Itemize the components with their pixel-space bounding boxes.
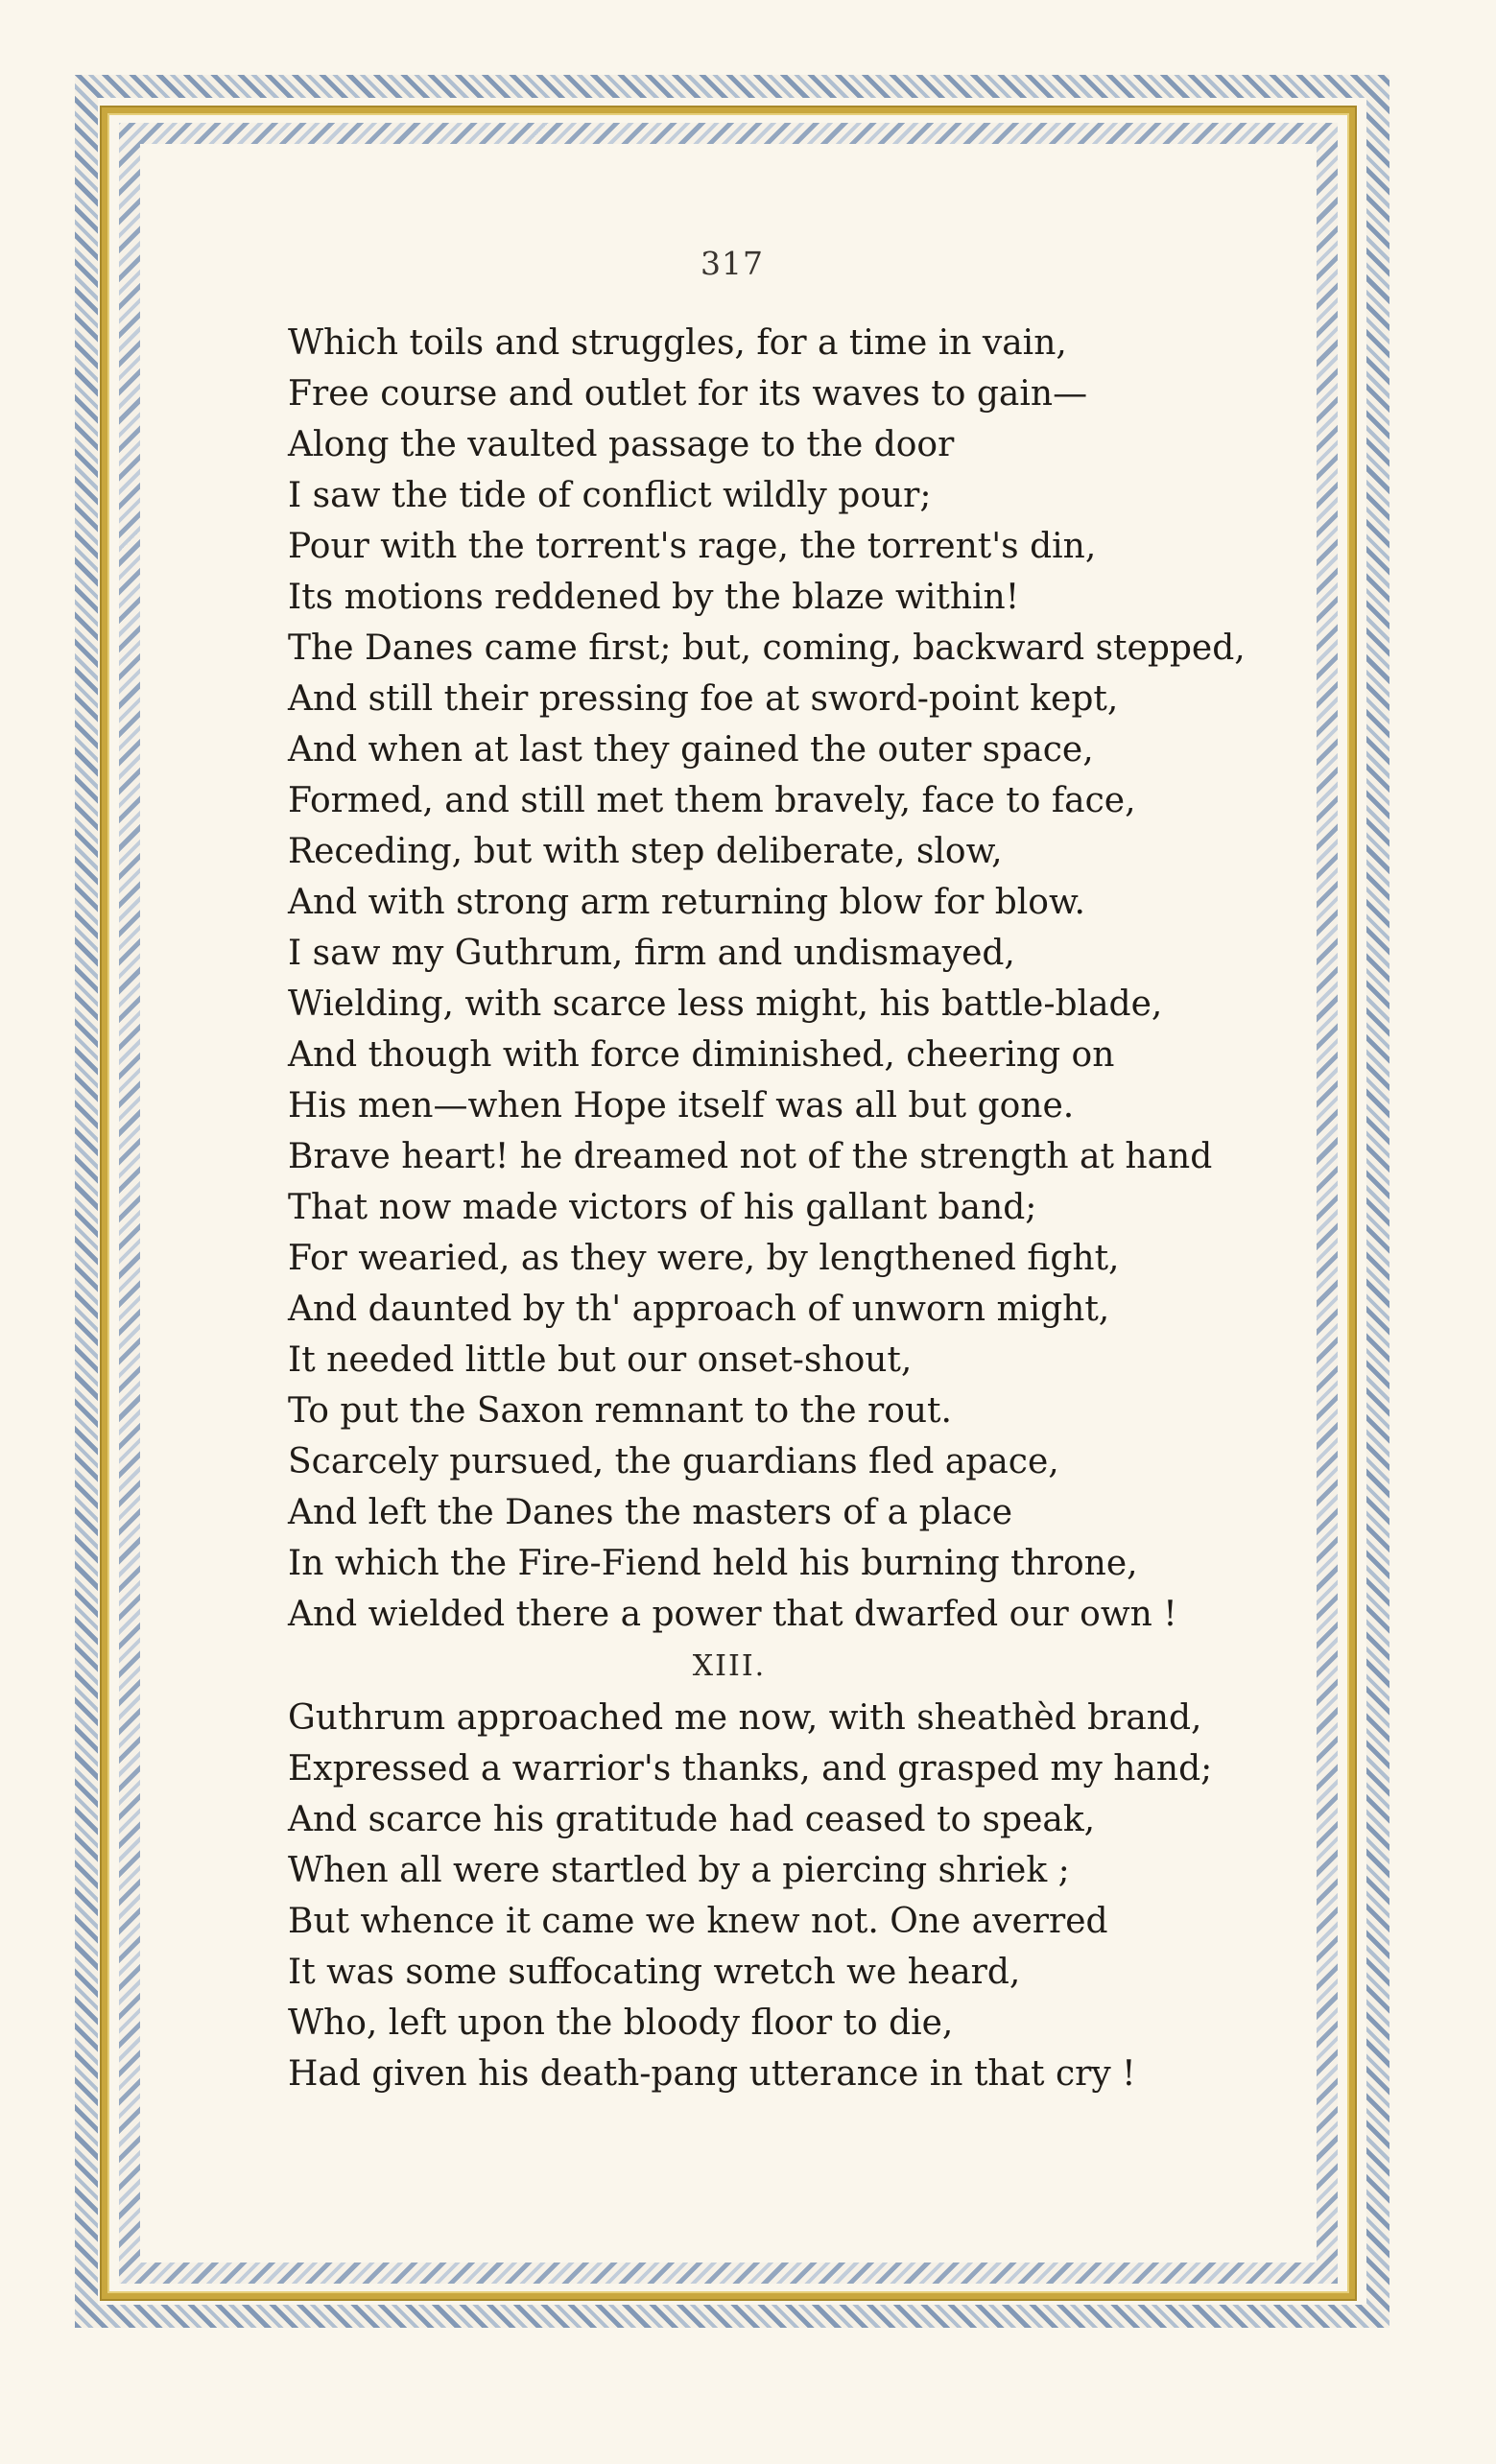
poem-line: For wearied, as they were, by lengthened fight, bbox=[288, 1239, 1120, 1278]
poem-line: Had given his death-pang utterance in that cry ! bbox=[288, 2054, 1136, 2094]
poem-line: And left the Danes the masters of a place bbox=[288, 1493, 1013, 1532]
poem-line: Guthrum approached me now, with sheathèd brand, bbox=[288, 1698, 1202, 1738]
poem-line: When all were startled by a piercing shriek ; bbox=[288, 1851, 1070, 1890]
poem-line: Expressed a warrior's thanks, and grasped my hand; bbox=[288, 1749, 1213, 1789]
poem-line: And daunted by th' approach of unworn might, bbox=[288, 1290, 1110, 1329]
poem-line: Receding, but with step deliberate, slow, bbox=[288, 832, 1003, 871]
poem-line: Which toils and struggles, for a time in vain, bbox=[288, 323, 1067, 363]
poem-line: Pour with the torrent's rage, the torrent's din, bbox=[288, 527, 1097, 566]
poem-line: And when at last they gained the outer space, bbox=[288, 730, 1094, 770]
poem-line: Wielding, with scarce less might, his battle-blade, bbox=[288, 984, 1163, 1024]
poem-line: And still their pressing foe at sword-point kept, bbox=[288, 679, 1119, 719]
poem-line: Formed, and still met them bravely, face to face, bbox=[288, 781, 1136, 820]
poem-line: But whence it came we knew not. One averred bbox=[288, 1902, 1108, 1941]
poem-line: Its motions reddened by the blaze within! bbox=[288, 578, 1020, 617]
poem-line: And though with force diminished, cheering on bbox=[288, 1035, 1115, 1075]
poem-line: Brave heart! he dreamed not of the strength at hand bbox=[288, 1137, 1213, 1176]
poem-line: I saw my Guthrum, firm and undismayed, bbox=[288, 934, 1015, 973]
poem-line: Who, left upon the bloody floor to die, bbox=[288, 2003, 954, 2043]
poem-line: Free course and outlet for its waves to gain— bbox=[288, 374, 1088, 414]
poem-line: It was some suffocating wretch we heard, bbox=[288, 1953, 1021, 1992]
page-number: 317 bbox=[701, 245, 764, 282]
poem-line: And scarce his gratitude had ceased to speak, bbox=[288, 1800, 1096, 1839]
poem-line: Along the vaulted passage to the door bbox=[288, 425, 955, 464]
poem-line: The Danes came first; but, coming, backward stepped, bbox=[288, 628, 1246, 668]
section-heading: XIII. bbox=[692, 1649, 767, 1683]
poem-line: In which the Fire-Fiend held his burning throne, bbox=[288, 1544, 1138, 1583]
poem-line: I saw the tide of conflict wildly pour; bbox=[288, 476, 932, 515]
poem-line: To put the Saxon remnant to the rout. bbox=[288, 1391, 952, 1431]
poem-line: It needed little but our onset-shout, bbox=[288, 1340, 913, 1380]
poem-line: And wielded there a power that dwarfed our own ! bbox=[288, 1595, 1177, 1634]
poem-line: Scarcely pursued, the guardians fled apace, bbox=[288, 1442, 1059, 1481]
poem-line: That now made victors of his gallant band; bbox=[288, 1188, 1037, 1227]
poem-line: His men—when Hope itself was all but gone. bbox=[288, 1086, 1075, 1125]
poem-line: And with strong arm returning blow for blow. bbox=[288, 883, 1085, 922]
